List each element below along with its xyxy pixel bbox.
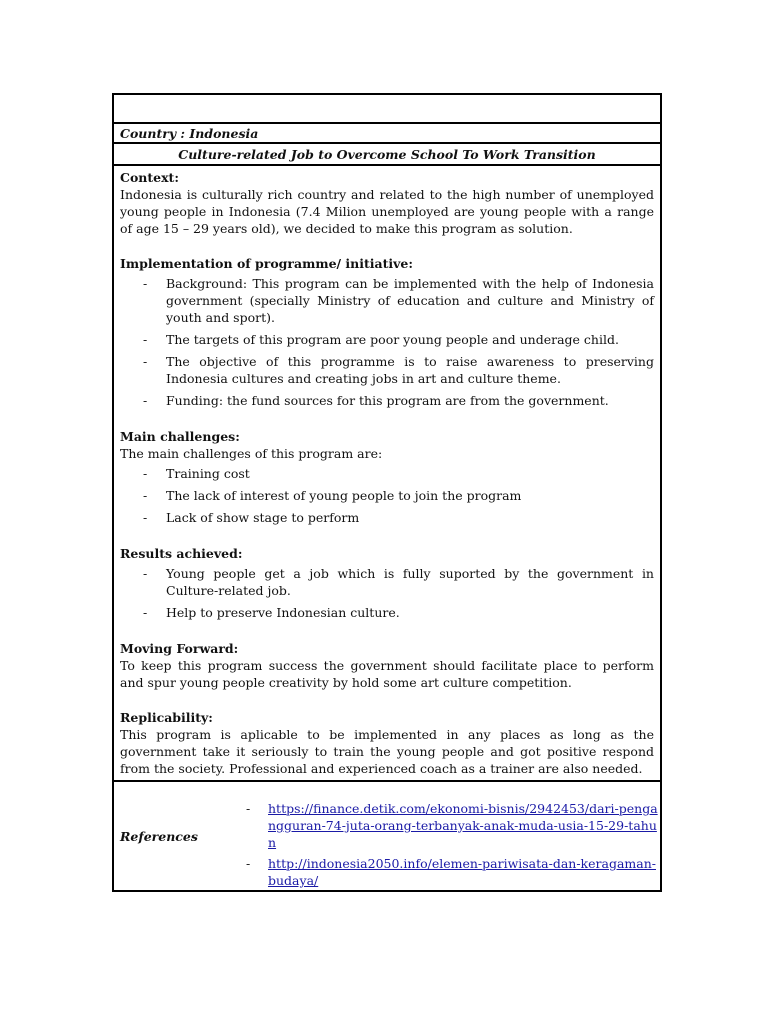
replicability-heading: Replicability:: [120, 710, 213, 725]
list-item: - The objective of this programme is to raise awareness to preserving Indonesia cultures and creating jobs in art and culture theme.: [120, 353, 654, 387]
results-heading: Results achieved:: [120, 546, 243, 561]
references-row: [114, 782, 660, 890]
list-item: - Help to preserve Indonesian culture.: [120, 604, 654, 621]
country-line: Country : Indonesia: [114, 124, 660, 144]
list-item: - Background: This program can be implemented with the help of Indonesia government (specially Ministry of education and culture and Ministry of youth and sport).: [120, 275, 654, 326]
challenges-heading: Main challenges:: [120, 429, 240, 444]
main-content: [114, 166, 660, 782]
context-heading: Context:: [120, 170, 179, 185]
list-item: - Training cost: [120, 465, 654, 482]
list-item: - Funding: the fund sources for this program are from the government.: [120, 392, 654, 409]
reference-item: [268, 855, 660, 889]
reference-item: [268, 800, 660, 851]
list-item: - The targets of this program are poor young people and underage child.: [120, 331, 654, 348]
reference-link[interactable]: https://finance.detik.com/ekonomi-bisnis/2942453/dari-pengangguran-74-juta-orang-terbanyak-anak-muda-usia-15-29-tahun: [268, 801, 658, 850]
moving-forward-text: To keep this program success the government should facilitate place to perform and spur young people creativity by hold some art culture competition.: [120, 658, 654, 690]
reference-link[interactable]: http://indonesia2050.info/elemen-pariwisata-dan-keragaman-budaya/: [268, 856, 656, 888]
references-list: [268, 782, 660, 890]
context-text: Indonesia is culturally rich country and related to the high number of unemployed young people in Indonesia (7.4 Milion unemployed are young people with a range of age 15 – 29 years old), we decided to make this program as solution.: [120, 187, 654, 236]
implementation-heading: Implementation of programme/ initiative:: [120, 256, 413, 271]
document-table: [112, 93, 662, 892]
moving-forward-heading: Moving Forward:: [120, 641, 239, 656]
blank-header-row: [114, 95, 660, 124]
program-title: Culture-related Job to Overcome School To Work Transition: [114, 144, 660, 166]
list-item: - Young people get a job which is fully suported by the government in Culture-related job.: [120, 565, 654, 599]
replicability-text: This program is aplicable to be implemented in any places as long as the government take it seriously to train the young people and got positive respond from the society. Professional and experienced coach as a trainer are also needed.: [120, 727, 654, 776]
challenges-list: [120, 465, 654, 526]
results-list: [120, 565, 654, 621]
challenges-intro: The main challenges of this program are:: [120, 446, 383, 461]
implementation-list: [120, 275, 654, 409]
list-item: - Lack of show stage to perform: [120, 509, 654, 526]
list-item: - The lack of interest of young people to join the program: [120, 487, 654, 504]
references-label: References: [120, 828, 198, 844]
